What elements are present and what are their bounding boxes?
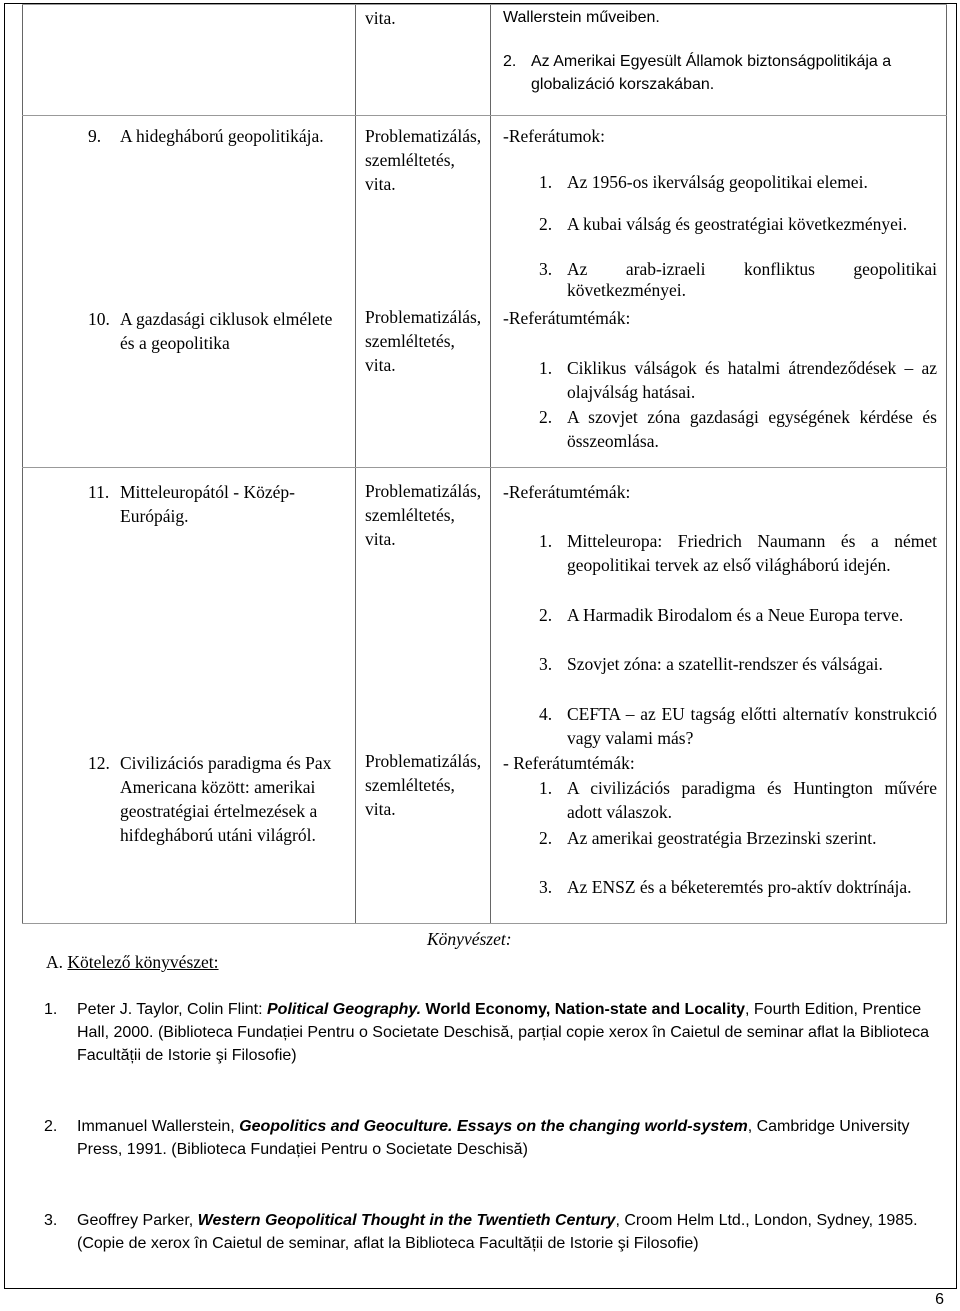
topic-item-continuation: Wallerstein műveiben.	[503, 9, 660, 26]
topic-cell: 10. A gazdasági ciklusok elmélete és a geopolitika	[88, 309, 333, 353]
referat-label: - Referátumtémák:	[503, 753, 635, 773]
method-cell: Problematizálás, szemléltetés, vita.	[365, 481, 482, 549]
table-row-divider	[22, 923, 947, 924]
table-row-divider	[22, 467, 947, 468]
table-column-divider	[355, 4, 356, 924]
page-number: 6	[935, 1291, 944, 1308]
list-item: 2. A szovjet zóna gazdasági egységének kérdése és összeomlása.	[539, 407, 937, 451]
method-cell: Problematizálás, szemléltetés, vita.	[365, 751, 482, 819]
method-cell: Problematizálás, szemléltetés, vita.	[365, 126, 482, 194]
section-title: Kötelező könyvészet:	[67, 952, 219, 972]
list-item: 2. A kubai válság és geostratégiai következményei.	[539, 214, 908, 234]
topic-cell: 11. Mitteleuropától - Közép-Európáig.	[88, 482, 295, 526]
bibliography-heading: Könyvészet:	[427, 929, 512, 949]
list-item: 1. Az 1956-os ikerválság geopolitikai elemei.	[539, 172, 868, 192]
table-row-divider	[22, 115, 947, 116]
list-item: 3. Az arab-izraeli konfliktus geopolitikai következményei.	[539, 259, 937, 300]
method-cell-end: vita.	[365, 8, 396, 28]
table-row-divider	[22, 4, 947, 5]
table-border-right	[946, 4, 947, 924]
list-item: 2. Az amerikai geostratégia Brzezinski szerint.	[539, 828, 877, 848]
list-item: 1. A civilizációs paradigma és Huntington művére adott válaszok.	[539, 778, 937, 822]
list-item: 4. CEFTA – az EU tagság előtti alternatív konstrukció vagy valami más?	[539, 704, 937, 748]
list-item: 1. Ciklikus válságok és hatalmi átrendeződések – az olajválság hatásai.	[539, 358, 937, 402]
table-border-left	[22, 4, 23, 924]
list-item: 2. A Harmadik Birodalom és a Neue Europa terve.	[539, 605, 904, 625]
referat-label: -Referátumtémák:	[503, 482, 631, 502]
list-item: 2. Az Amerikai Egyesült Államok biztonságpolitikája a globalizáció korszakában.	[503, 53, 892, 93]
referat-label: -Referátumok:	[503, 126, 606, 146]
topic-cell: 9. A hidegháború geopolitikája.	[88, 126, 324, 146]
bibliography-entry: 2. Immanuel Wallerstein, Geopolitics and Geoculture. Essays on the changing world-system, Cambridge University Press, 1991. (Biblioteca Fundației Pentru o Societate Deschisă)	[44, 1118, 910, 1158]
bibliography-entry: 1. Peter J. Taylor, Colin Flint: Political Geography. World Economy, Nation-state and Locality, Fourth Edition, Prentice Hall, 2000. (Biblioteca Fundației Pentru o Societate Deschisă, parțial copie xerox în Caietul de seminar aflat la Biblioteca Facultății de Istorie şi Filosofie)	[44, 1001, 930, 1064]
section-heading	[46, 950, 219, 974]
section-letter: A.	[46, 952, 64, 972]
referat-label: -Referátumtémák:	[503, 308, 631, 328]
bibliography-entry: 3. Geoffrey Parker, Western Geopolitical Thought in the Twentieth Century, Croom Helm Ltd., London, Sydney, 1985. (Copie de xerox în Caietul de seminar, aflat la Biblioteca Facultății de Istorie şi Filosofie)	[44, 1212, 918, 1252]
list-item: 1. Mitteleuropa: Friedrich Naumann és a német geopolitikai tervek az első világháború idején.	[539, 531, 937, 575]
table-column-divider	[490, 4, 491, 924]
method-cell: Problematizálás, szemléltetés, vita.	[365, 307, 482, 375]
list-item: 3. Szovjet zóna: a szatellit-rendszer és válságai.	[539, 654, 883, 674]
topic-cell: 12. Civilizációs paradigma és Pax Americana között: amerikai geostratégiai értelmezések a hifdegháború utáni világról.	[88, 753, 332, 845]
list-item: 3. Az ENSZ és a béketeremtés pro-aktív doktrínája.	[539, 877, 912, 897]
